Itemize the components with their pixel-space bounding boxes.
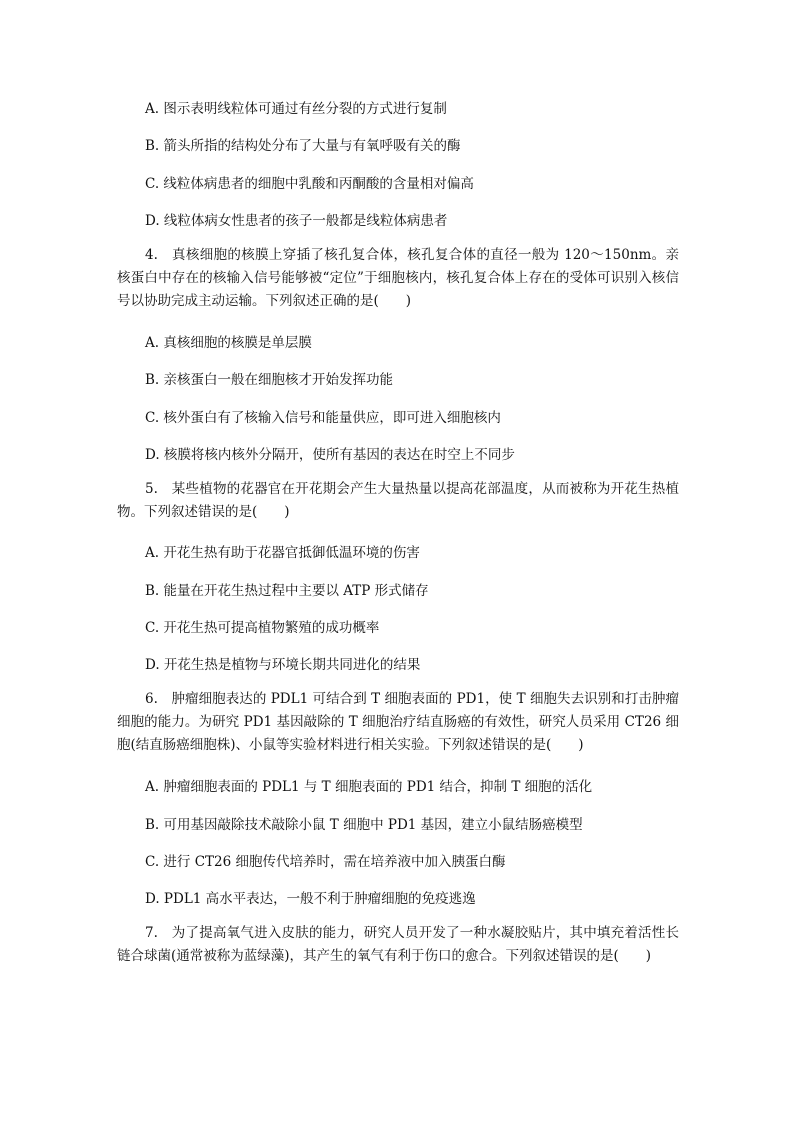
q6-stem: 6. 肿瘤细胞表达的 PDL1 可结合到 T 细胞表面的 PD1，使 T 细胞失去识别和打击肿瘤细胞的能力。为研究 PD1 基因敲除的 T 细胞治疗结直肠癌的有效性，研究人员采用 CT26 细胞(结直肠癌细胞株)、小鼠等实验材料进行相关实验。下列叙述错误的是( ) (117, 691, 679, 753)
q6-option-c: C. 进行 CT26 细胞传代培养时，需在培养液中加入胰蛋白酶 (145, 854, 506, 870)
q4-option-b: B. 亲核蛋白一般在细胞核才开始发挥功能 (145, 372, 394, 388)
q4-stem: 4. 真核细胞的核膜上穿插了核孔复合体，核孔复合体的直径一般为 120～150nm。亲核蛋白中存在的核输入信号能够被“定位”于细胞核内，核孔复合体上存在的受体可识别入核信号以协助完成主动运输。下列叙述正确的是( ) (117, 247, 679, 309)
q6-option-a: A. 肿瘤细胞表面的 PDL1 与 T 细胞表面的 PD1 结合，抑制 T 细胞的活化 (145, 779, 593, 795)
q4-option-a: A. 真核细胞的核膜是单层膜 (145, 335, 312, 351)
q3-option-d: D. 线粒体病女性患者的孩子一般都是线粒体病患者 (145, 213, 448, 229)
q3-option-c: C. 线粒体病患者的细胞中乳酸和丙酮酸的含量相对偏高 (145, 176, 474, 192)
q5-option-c: C. 开花生热可提高植物繁殖的成功概率 (145, 620, 380, 636)
q5-option-d: D. 开花生热是植物与环境长期共同进化的结果 (145, 657, 421, 673)
q3-option-a: A. 图示表明线粒体可通过有丝分裂的方式进行复制 (145, 101, 447, 117)
q6-option-b: B. 可用基因敲除技术敲除小鼠 T 细胞中 PD1 基因，建立小鼠结肠癌模型 (145, 817, 583, 833)
q4-option-c: C. 核外蛋白有了核输入信号和能量供应，即可进入细胞核内 (145, 410, 501, 426)
q3-option-b: B. 箭头所指的结构处分布了大量与有氧呼吸有关的酶 (145, 138, 461, 154)
q6-option-d: D. PDL1 高水平表达，一般不利于肿瘤细胞的免疫逃逸 (145, 891, 476, 907)
q4-option-d: D. 核膜将核内核外分隔开，使所有基因的表达在时空上不同步 (145, 447, 515, 463)
q7-stem: 7. 为了提高氧气进入皮肤的能力，研究人员开发了一种水凝胶贴片，其中填充着活性长链合球菌(通常被称为蓝绿藻)，其产生的氧气有利于伤口的愈合。下列叙述错误的是( ) (117, 925, 679, 964)
q5-option-a: A. 开花生热有助于花器官抵御低温环境的伤害 (145, 545, 420, 561)
q5-option-b: B. 能量在开花生热过程中主要以 ATP 形式储存 (145, 583, 429, 599)
q5-stem: 5. 某些植物的花器官在开花期会产生大量热量以提高花部温度，从而被称为开花生热植物。下列叙述错误的是( ) (117, 481, 679, 520)
